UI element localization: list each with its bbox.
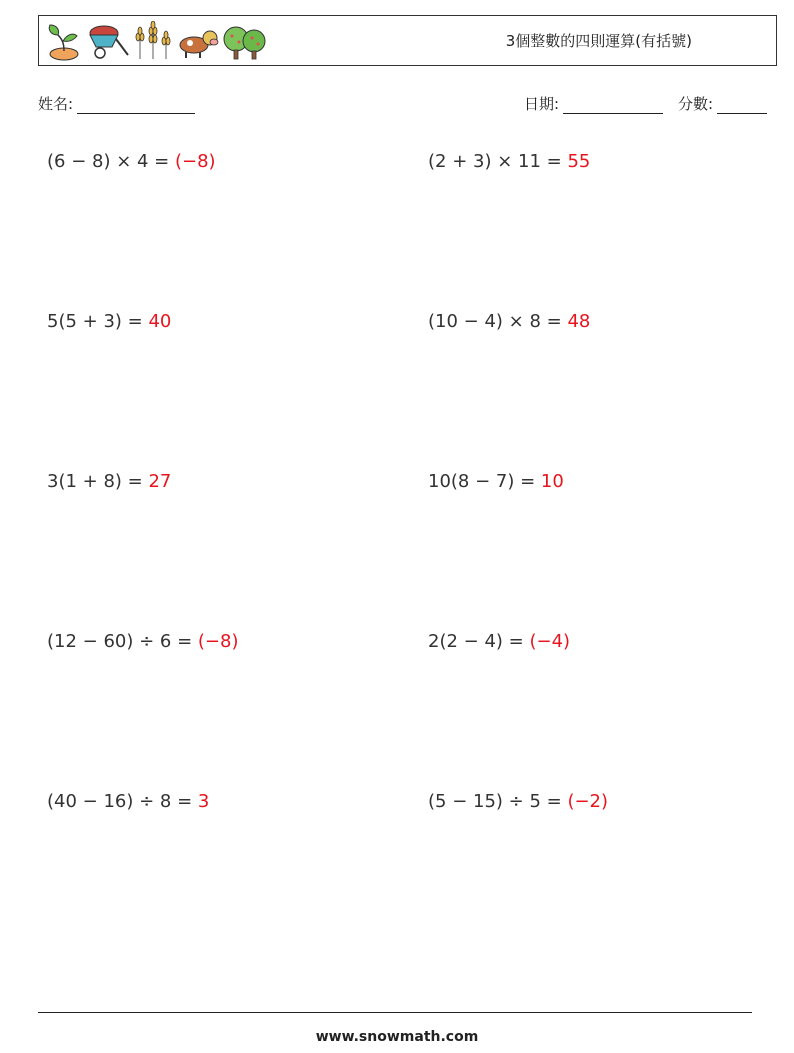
problem-answer: 40 bbox=[148, 311, 172, 332]
date-blank[interactable] bbox=[563, 97, 663, 114]
problem-answer: (−2) bbox=[567, 791, 609, 812]
problem-expression: (40 − 16) ÷ 8 = bbox=[47, 791, 193, 812]
problem-expression: 2(2 − 4) = bbox=[428, 631, 524, 652]
sprout-pumpkin-icon bbox=[44, 21, 84, 61]
problem-answer: 10 bbox=[540, 471, 564, 492]
problem-expression: 3(1 + 8) = bbox=[47, 471, 143, 492]
problem-answer: 48 bbox=[567, 311, 591, 332]
problem-expression: (2 + 3) × 11 = bbox=[428, 151, 562, 172]
problem-expression: (5 − 15) ÷ 5 = bbox=[428, 791, 562, 812]
problem-2 bbox=[428, 151, 590, 172]
problem-4 bbox=[428, 311, 590, 332]
problem-expression: (6 − 8) × 4 = bbox=[47, 151, 170, 172]
problem-answer: 27 bbox=[148, 471, 172, 492]
score-blank[interactable] bbox=[717, 97, 767, 114]
date-field bbox=[524, 93, 663, 114]
problem-7 bbox=[47, 631, 239, 652]
name-blank[interactable] bbox=[77, 97, 195, 114]
problem-3 bbox=[47, 311, 171, 332]
problem-expression: 5(5 + 3) = bbox=[47, 311, 143, 332]
problem-answer: 3 bbox=[197, 791, 210, 812]
trees-icon bbox=[222, 21, 268, 61]
problem-answer: 55 bbox=[567, 151, 591, 172]
header-icons bbox=[44, 21, 268, 61]
wheelbarrow-icon bbox=[86, 21, 130, 61]
footer-url[interactable]: www.snowmath.com bbox=[315, 1029, 479, 1045]
footer-divider bbox=[38, 1012, 752, 1013]
name-label: 姓名: bbox=[38, 95, 74, 113]
problem-answer: (−8) bbox=[175, 151, 216, 172]
problem-10 bbox=[428, 791, 608, 812]
problem-5 bbox=[47, 471, 171, 492]
date-label: 日期: bbox=[524, 95, 560, 113]
wheat-icon bbox=[132, 21, 174, 61]
problem-expression: (12 − 60) ÷ 6 = bbox=[47, 631, 193, 652]
problem-answer: (−8) bbox=[197, 631, 239, 652]
worksheet-title: 3個整數的四則運算(有括號) bbox=[505, 32, 692, 50]
problem-answer: (−4) bbox=[529, 631, 571, 652]
problem-expression: (10 − 4) × 8 = bbox=[428, 311, 562, 332]
name-field bbox=[38, 93, 195, 114]
problem-expression: 10(8 − 7) = bbox=[428, 471, 536, 492]
header-box bbox=[38, 15, 777, 66]
cow-icon bbox=[176, 21, 220, 61]
problem-1 bbox=[47, 151, 216, 172]
problem-9 bbox=[47, 791, 209, 812]
problem-6 bbox=[428, 471, 564, 492]
score-field bbox=[678, 93, 767, 114]
problem-8 bbox=[428, 631, 570, 652]
score-label: 分數: bbox=[678, 95, 714, 113]
